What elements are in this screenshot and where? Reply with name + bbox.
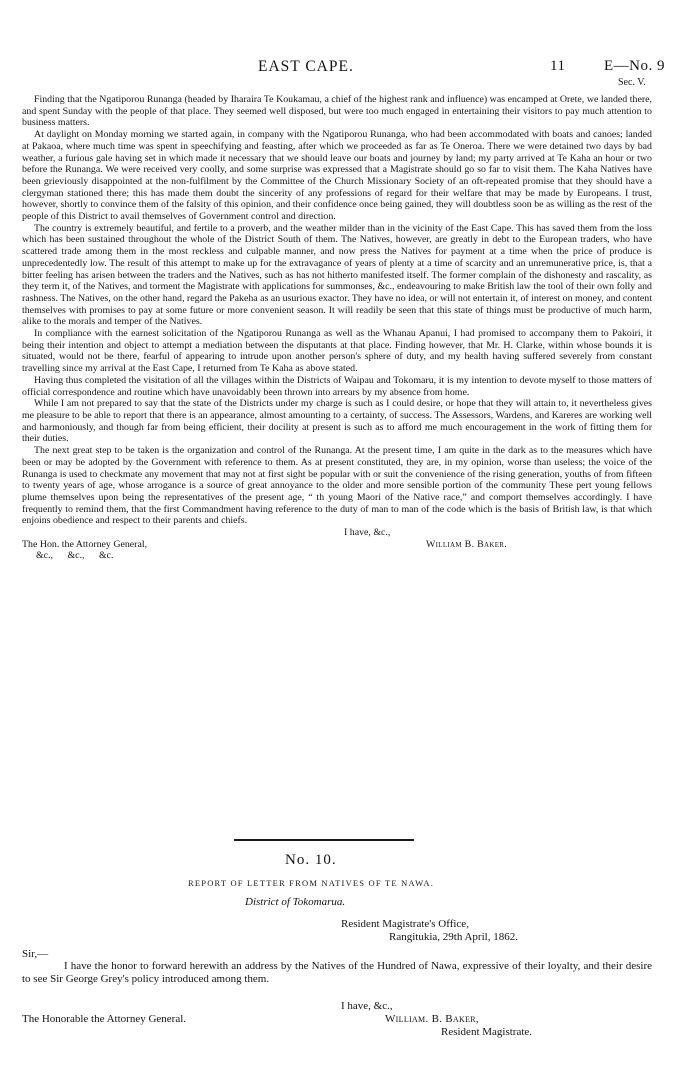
paragraph: The next great step to be taken is the organization and control of the Runanga. At the present time, I am quite in the dark as to the measures which have been or may be adopted by the Government with reference to them. As at present constituted, they are, in my opinion, worse than useless; the voice of the Runanga is used to checkmate any movement that may not at first sight be popular with or suit the convenience of the rising generation, youths of from fifteen to twenty years of age, whose arrogance is a source of great annoyance to the older and more sensible portion of the community These pert young fellows plume themselves upon being the representatives of the present age, “ th young Maori of the Native race,” and comport themselves accordingly. I have frequently to remind them, that the first Commandment having reference to the duty of man to man of the code which is the basis of British law, is that which enjoins obedience and respect to their parents and chiefs.: [22, 445, 652, 527]
running-title: EAST CAPE.: [258, 58, 354, 75]
i-have-closing: I have, &c.,: [341, 1000, 393, 1012]
addressee: The Hon. the Attorney General,: [22, 538, 148, 550]
etc-text: &c., &c., &c.: [36, 550, 114, 562]
section-heading: No. 10.: [285, 852, 337, 868]
addressee: The Honorable the Attorney General.: [22, 1013, 187, 1025]
paragraph: At daylight on Monday morning we started again, in company with the Ngatiporou Runanga, who had been accommodated with boats and canoes; landed at Pakaoa, where much time was spent in speechifying and feasting, after which we proceeded as far as Te Oneroa. There we were detained two days by bad weather, a furious gale having set in which made it necessary that we should leave our boats and journey by land; my party arrived at Te Kaha an hour or two before the Runanga. We were received very coolly, and some surprise was expressed that a Magistrate should go so far to visit them. The Kaha Natives have been grieviously disappointed at the non-fulfilment by the Committee of the Church Missionary Society of an oft-repeated promise that they should have a clergyman stationed there; this has made them doubt the sincerity of any professions of regard for their welfare that may be made by Europeans. I trust, however, shortly to convince them of the falsity of this opinion, and their confidence once being gained, they will doubtless soon be as willing as the rest of the people of this District to avail themselves of Government control and direction.: [22, 129, 652, 223]
signature: William B. Baker.: [426, 538, 508, 550]
section-divider: [234, 839, 414, 841]
section-label: Sec. V.: [618, 77, 646, 88]
paragraph: Having thus completed the visitation of all the villages within the Districts of Waipau and Tokomaru, it is my intention to devote myself to those matters of official correspondence and routine which have unavoidably been thrown into arrears by my absence from home.: [22, 374, 652, 398]
paragraph: While I am not prepared to say that the state of the Districts under my charge is such as I could desire, or hope that they will attain to, it nevertheless gives me pleasure to be able to report that there is an appearance, almost amounting to a certainty, of success. The Assessors, Wardens, and Kareres are working well and harmoniously, and though far from being efficient, their docility at present is such as to afford me much encouragement in the work of fitting them for their duties.: [22, 398, 652, 445]
page-number: 11: [550, 58, 566, 74]
office-name: Resident Magistrate's Office,: [341, 918, 469, 930]
paragraph: The country is extremely beautiful, and fertile to a proverb, and the weather milder than in the vicinity of the East Cape. This has saved them from the loss which has been sustained throughout the whole of the District South of them. The Natives, however, are greatly in debt to the European traders, who have scattered trade among them in the most reckless and culpable manner, and now press the Natives for payment at a time when the price of produce is unprecedentedly low. The result of this attempt to make up for the extravagance of years of plenty at a time of scarcity and an unremunerative price, is, that a bitter feeling has arisen between the traders and the Natives, such as has not hitherto manifested itself. The former complain of the dishonesty and rascality, as they term it, of the Natives, and torment the Magistrate with applications for summonses, &c., endeavouring to make British law the tool of their own folly and rashness. The Natives, on the other hand, regard the Pakeha as an usurious exactor. They have no idea, or will not entertain it, of interest on money, and content themselves with promises to pay at some future or more convenient season. It will readily be seen that this state of things must be productive of much harm, alike to the morals and temper of the Natives.: [22, 222, 652, 328]
place-date: Rangitukia, 29th April, 1862.: [389, 931, 518, 943]
paragraph: Finding that the Ngatiporou Runanga (headed by Iharaira Te Koukamau, a chief of the highest rank and influence) was encamped at Orete, we landed there, and spent Sunday with the people of that place. They seemed well disposed, but were too much engaged in entertaining their visitors to pay much attention to business matters.: [22, 94, 652, 129]
signatory-role: Resident Magistrate.: [441, 1026, 533, 1038]
i-have-closing: I have, &c.,: [344, 527, 391, 539]
report-body: [22, 94, 652, 562]
paragraph: In compliance with the earnest solicitation of the Ngatiporou Runanga as well as the Whanau Apanui, I had promised to accompany them to Pakoiri, it being their intention and object to attempt a mediation between the disputants at that place. Finding however, that Mr. H. Clarke, within whose bounds it is situated, would not be there, fearful of appearing to intrude upon another person's sphere of duty, and my health having suffered severely from constant travelling since my arrival at the East Cape, I returned from Te Kaha as above stated.: [22, 328, 652, 375]
letter-body: [22, 960, 652, 986]
etc-line: [22, 550, 652, 562]
paragraph: I have the honor to forward herewith an address by the Natives of the Hundred of Nawa, expressive of their loyalty, and their desire to see Sir George Grey's policy introduced among them.: [22, 960, 652, 985]
salutation: Sir,—: [22, 948, 49, 960]
report-title: REPORT OF LETTER FROM NATIVES OF TE NAWA.: [188, 878, 435, 888]
signature-block: [385, 1013, 532, 1039]
signature: William. B. Baker,: [385, 1013, 479, 1025]
district-label: District of Tokomarua.: [245, 896, 346, 908]
closing-line: [22, 527, 652, 539]
office-address: [341, 918, 518, 944]
document-reference: E—No. 9: [604, 58, 665, 74]
addressee-line: [22, 539, 652, 551]
